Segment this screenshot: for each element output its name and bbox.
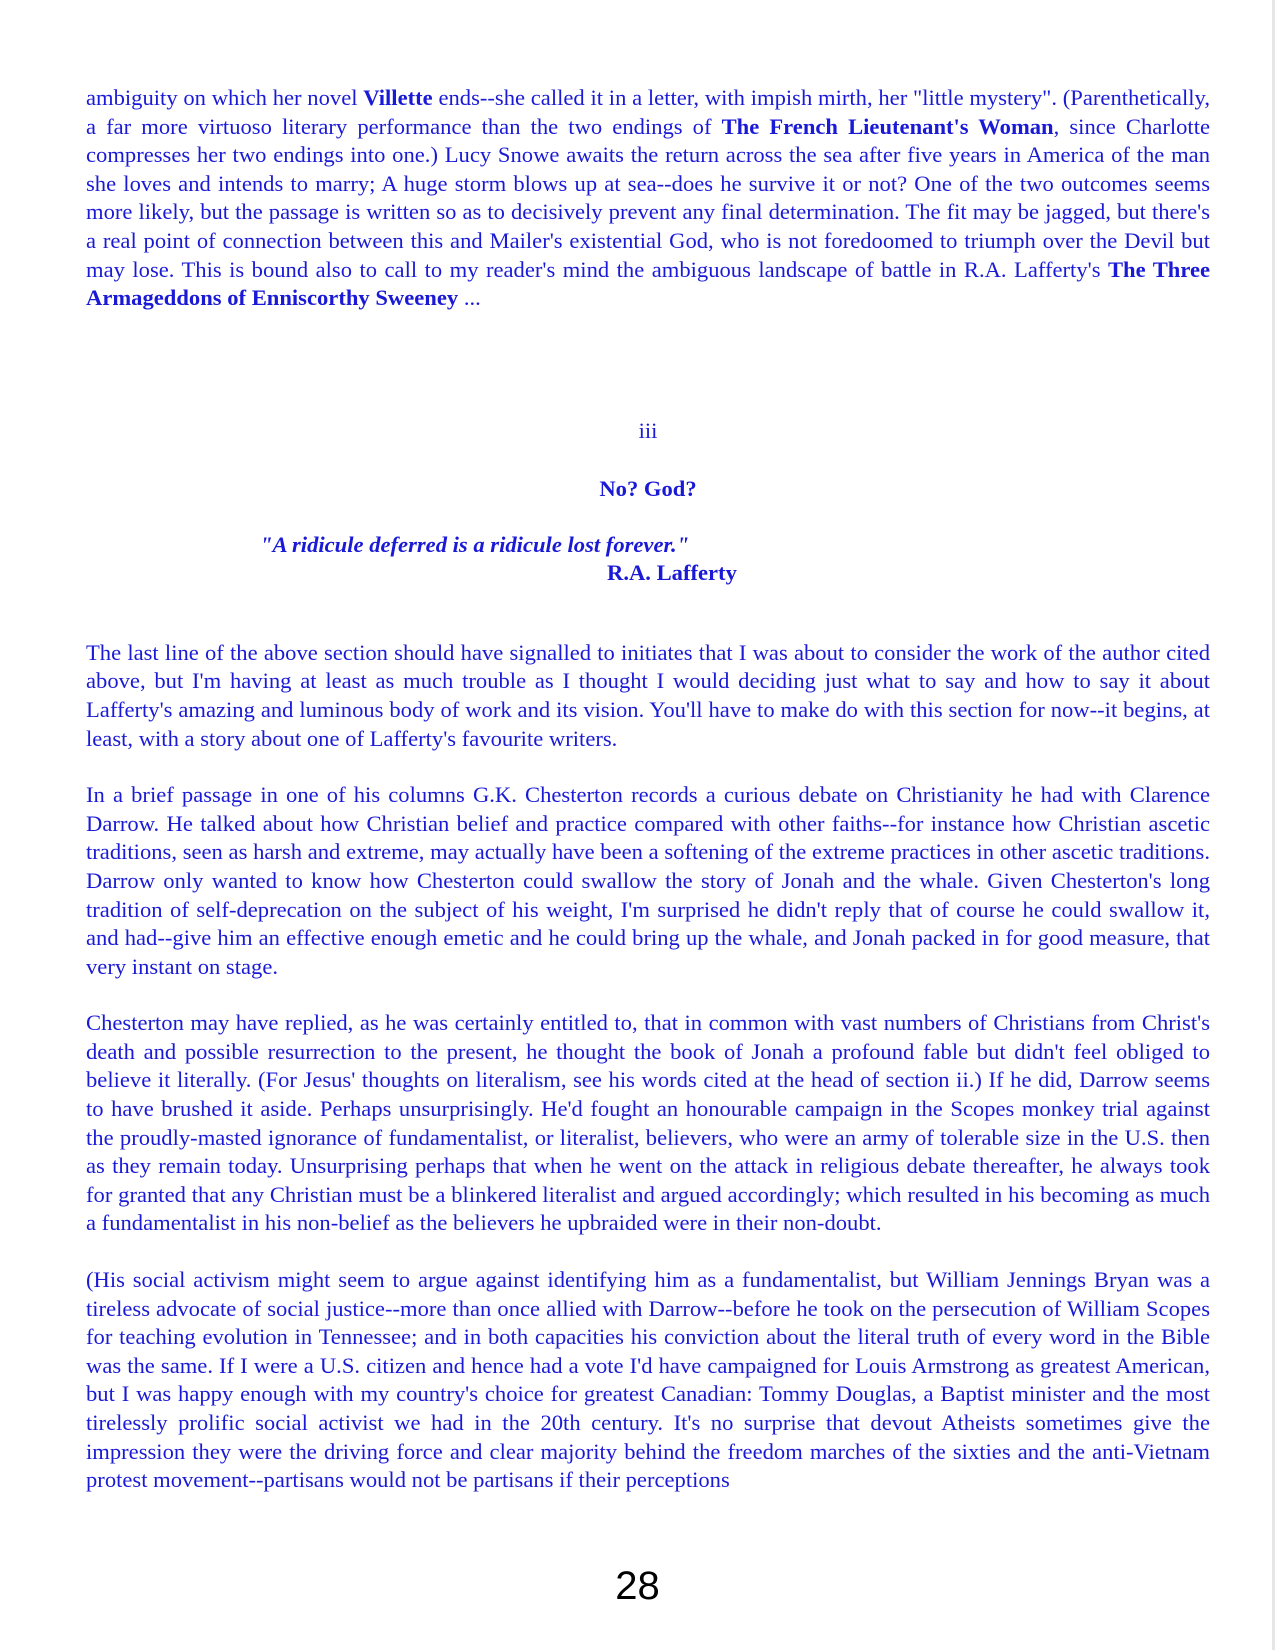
text-run: ends--she called it in a letter, with impish mirth, her "little mystery". (Parenthetically, a far more virtuoso literary performance than the two endings of [86, 85, 1210, 139]
continued-paragraph [86, 84, 1210, 313]
body-paragraph-2: In a brief passage in one of his columns G.K. Chesterton records a curious debate on Christianity he had with Clarence Darrow. He talked about how Christian belief and practice compared with other faiths--for instance how Christian ascetic traditions, seen as harsh and extreme, may actually have been a softening of the extreme practices in other ascetic traditions. Darrow only wanted to know how Chesterton could swallow the story of Jonah and the whale. Given Chesterton's long tradition of self-deprecation on the subject of his weight, I'm surprised he didn't reply that of course he could swallow it, and had--give him an effective enough emetic and he could bring up the whale, and Jonah packed in for good measure, that very instant on stage. [86, 782, 1210, 979]
body-paragraph-4: (His social activism might seem to argue against identifying him as a fundamentalist, but William Jennings Bryan was a tireless advocate of social justice--more than once allied with Darrow--before he took on the persecution of William Scopes for teaching evolution in Tennessee; and in both capacities his conviction about the literal truth of every word in the Bible was the same. If I were a U.S. citizen and hence had a vote I'd have campaigned for Louis Armstrong as greatest American, but I was happy enough with my country's choice for greatest Canadian: Tommy Douglas, a Baptist minister and the most tirelessly prolific social activist we had in the 20th century. It's no surprise that devout Atheists sometimes give the impression they were the driving force and clear majority behind the freedom marches of the sixties and the anti-Vietnam protest movement--partisans would not be partisans if their perceptions [86, 1267, 1210, 1493]
epigraph-quote: "A ridicule deferred is a ridicule lost forever." [260, 531, 690, 557]
section-title: No? God? [599, 475, 697, 501]
book-title-three-armageddons: The Three Armageddons of Enniscorthy Sweeney [86, 256, 1211, 311]
text-run: ... [458, 285, 481, 311]
book-title-french-lieutenants-woman: The French Lieutenant's Woman [721, 113, 1054, 139]
body-paragraph-3: Chesterton may have replied, as he was certainly entitled to, that in common with vast numbers of Christians from Christ's death and possible resurrection to the present, he thought the book of Jonah a profound fable but didn't feel obliged to believe it literally. (For Jesus' thoughts on literalism, see his words cited at the head of section ii.) If he did, Darrow seems to have brushed it aside. Perhaps unsurprisingly. He'd fought an honourable campaign in the Scopes monkey trial against the proudly-masted ignorance of fundamentalist, or literalist, believers, who were an army of tolerable size in the U.S. then as they remain today. Unsurprising perhaps that when he went on the attack in religious debate thereafter, he always took for granted that any Christian must be a blinkered literalist and argued accordingly; which resulted in his becoming as much a fundamentalist in his non-belief as the believers he upbraided were in their non-doubt. [86, 1010, 1210, 1236]
epigraph [86, 531, 1210, 589]
document-page [86, 84, 1210, 1495]
text-run: ambiguity on which her novel [86, 85, 364, 110]
epigraph-author: R.A. Lafferty [607, 559, 737, 585]
body-paragraph-1: The last line of the above section should have signalled to initiates that I was about to consider the work of the author cited above, but I'm having at least as much trouble as I thought I would deciding just what to say and how to say it about Lafferty's amazing and luminous body of work and its vision. You'll have to make do with this section for now--it begins, at least, with a story about one of Lafferty's favourite writers. [86, 639, 1210, 751]
book-title-villette: Villette [363, 85, 433, 110]
text-run: , since Charlotte compresses her two endings into one.) Lucy Snowe awaits the return across the sea after five years in America of the man she loves and intends to marry; A huge storm blows up at sea--does he survive it or not? One of the two outcomes seems more likely, but the passage is written so as to decisively prevent any final determination. The fit may be jagged, but there's a real point of connection between this and Mailer's existential God, who is not foredoomed to triumph over the Devil but may lose. This is bound also to call to my reader's mind the ambiguous landscape of battle in R.A. Lafferty's [86, 113, 1210, 282]
section-number: iii [638, 417, 658, 443]
page-number: 28 [615, 1564, 660, 1608]
